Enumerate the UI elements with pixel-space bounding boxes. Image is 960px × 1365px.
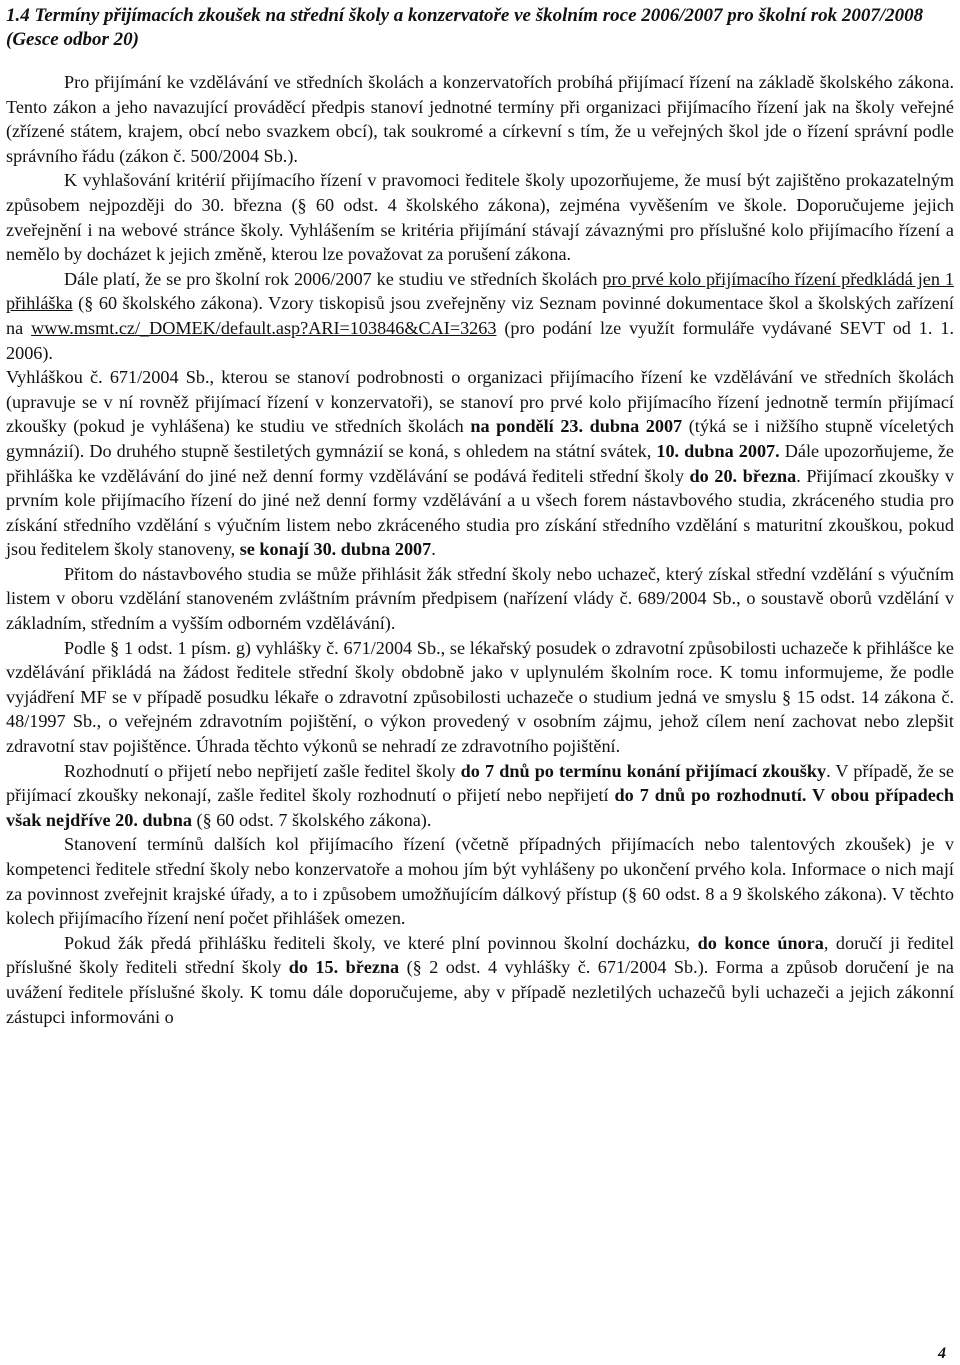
bold-deadline: do konce února [697, 932, 824, 953]
paragraph-text: Podle § 1 odst. 1 písm. g) vyhlášky č. 671/2004 Sb., se lékařský posudek o zdravotní způsobilosti uchazeče k přihlášce ke vzdělávání přikládá na žádost ředitele střední školy obdobně jako v uplynulém školním roce. K tomu informujeme, že podle vyjádření MF se v případě posudku lékaře o zdravotní způsobilosti uchazeče o studium jedná ve smyslu § 15 odst. 14 zákona č. 48/1997 Sb., o veřejném zdravotním pojištění, o výkon provedený v osobním zájmu, jehož cílem není zachovat nebo zlepšit zdravotní stav pojištěnce. Úhrada těchto výkonů se nehradí ze zdravotního pojištění. [6, 637, 954, 757]
paragraph-text: (týká se i nižšího stupně víceletých gymnázií). Do druhého stupně šestiletých gymnázií se koná, s ohledem na státní svátek, [6, 416, 954, 461]
paragraph-text: Pokud žák předá přihlášku řediteli školy, ve které plní povinnou školní docházku, [64, 932, 698, 953]
paragraph-further-rounds [6, 832, 954, 930]
paragraph-text: (§ 60 odst. 7 školského zákona). [191, 809, 432, 830]
bold-deadline: do 7 dnů po termínu konání přijímací zkoušky [460, 760, 827, 781]
paragraph-text: Dále platí, že se pro školní rok 2006/2007 ke studiu ve středních školách [64, 268, 603, 289]
paragraph-criteria [6, 168, 954, 266]
msmt-link[interactable]: www.msmt.cz/_DOMEK/default.asp?ARI=103846&CAI=3263 [31, 317, 497, 338]
paragraph-extension-study [6, 562, 954, 636]
paragraph-text: (§ 2 odst. 4 vyhlášky č. 671/2004 Sb.). Forma a způsob doručení je na uvážení ředitele příslušné školy. K tomu dále doporučujeme, aby v případě nezletilých uchazečů byli uchazeči a jejich zákonní zástupci informováni o [6, 957, 954, 1027]
paragraph-text: . Přijímací zkoušky v prvním kole přijímacího řízení do jiné než denní formy vzdělávání a u všech forem nástavbového studia, zkráceného studia pro získání středního vzdělání s výučním listem nebo zkráceného studia pro získání středního vzdělání s maturitní zkouškou, pokud jsou ředitelem školy stanoveny, [6, 465, 954, 560]
paragraph-text: (pro podání lze využít formuláře vydávané SEVT od 1. 1. 2006). [6, 317, 954, 363]
paragraph-text: Stanovení termínů dalších kol přijímacího řízení (včetně případných přijímacích nebo talentových zkoušek) je v kompetenci ředitele střední školy nebo konzervatoře a mohou jím být vyhlášeny po ukončení prvého kola. Informace o nich mají za povinnost zveřejnit krajské úřady, a to i způsobem umožňujícím dálkový přístup (§ 60 odst. 8 a 9 školského zákona). V těchto kolech přijímacího řízení není počet přihlášek omezen. [6, 834, 954, 929]
paragraph-text: K vyhlašování kritérií přijímacího řízení v pravomoci ředitele školy upozorňujeme, že musí být zajištěno prokazatelným způsobem nejpozději do 30. března (§ 60 odst. 4 školského zákona), zejména vyvěšením ve škole. Doporučujeme jejich zveřejnění i na webové stránce školy. Vyhlášením se kritéria přijímání stávají závaznými pro příslušné kolo přijímacího řízení a nemělo by docházet k jejich změně, kterou lze považovat za porušení zákona. [6, 170, 954, 265]
underlined-text: pro prvé kolo přijímacího řízení předkládá jen 1 přihláška [6, 268, 954, 314]
paragraph-text: . [431, 539, 436, 560]
paragraph-decree [6, 365, 954, 562]
bold-deadline: do 15. března [288, 957, 400, 978]
bold-date: 10. dubna 2007. [656, 440, 780, 461]
bold-date: do 20. března [689, 465, 797, 486]
paragraph-text: Rozhodnutí o přijetí nebo nepřijetí zašle ředitel školy [64, 760, 461, 781]
paragraph-text: . V případě, že se přijímací zkoušky nekonají, zašle ředitel školy rozhodnutí o přijetí nebo nepřijetí [6, 760, 954, 806]
paragraph-text: (§ 60 školského zákona). Vzory tiskopisů jsou zveřejněny viz Seznam povinné dokumentace škol a školských zařízení na [6, 293, 954, 338]
paragraph-decision [6, 759, 954, 833]
paragraph-medical [6, 636, 954, 759]
document-body [6, 70, 954, 1029]
paragraph-intro [6, 70, 954, 168]
paragraph-text: Dále upozorňujeme, že přihláška ke vzdělávání do jiné než denní formy vzdělávání se podává řediteli střední školy [6, 440, 954, 486]
bold-date: na pondělí 23. dubna 2007 [470, 416, 683, 437]
paragraph-text: Vyhláškou č. 671/2004 Sb., kterou se stanoví podrobnosti o organizaci přijímacího řízení ke vzdělávání ve středních školách (upravuje se v ní rovněž přijímací řízení v konzervatoři), se stanoví pro prvé kolo přijímacího řízení jednotně termín přijímací zkoušky (pokud je vyhlášena) ke studiu ve středních školách [6, 367, 954, 437]
paragraph-text: Přitom do nástavbového studia se může přihlásit žák střední školy nebo uchazeč, který získal střední vzdělání s výučním listem v oboru vzdělání stanoveném zvláštním právním předpisem (nařízení vlády č. 689/2004 Sb., o soustavě oborů vzdělání v základním, středním a vyšším odborném vzdělávání). [6, 563, 954, 634]
page-number: 4 [938, 1345, 946, 1362]
paragraph-text: Pro přijímání ke vzdělávání ve středních školách a konzervatořích probíhá přijímací řízení na základě školského zákona. Tento zákon a jeho navazující prováděcí předpis stanoví jednotné termíny při organizaci přijímacího řízení jak na školy veřejné (zřízené státem, krajem, obcí nebo svazkem obcí), tak soukromé a církevní s tím, že u veřejných škol jde o řízení správní podle správního řádu (zákon č. 500/2004 Sb.). [6, 72, 954, 166]
paragraph-submission [6, 931, 954, 1029]
bold-deadline: do 7 dnů po rozhodnutí. V obou případech však nejdříve 20. dubna [6, 785, 954, 830]
section-heading: 1.4 Termíny přijímacích zkoušek na střední školy a konzervatoře ve školním roce 2006/2007 pro školní rok 2007/2008 (Gesce odbor 20) [6, 5, 924, 50]
paragraph-application [6, 267, 954, 365]
paragraph-text: , doručí ji ředitel příslušné školy řediteli střední školy [6, 932, 955, 978]
bold-date: se konají 30. dubna 2007 [239, 539, 432, 560]
